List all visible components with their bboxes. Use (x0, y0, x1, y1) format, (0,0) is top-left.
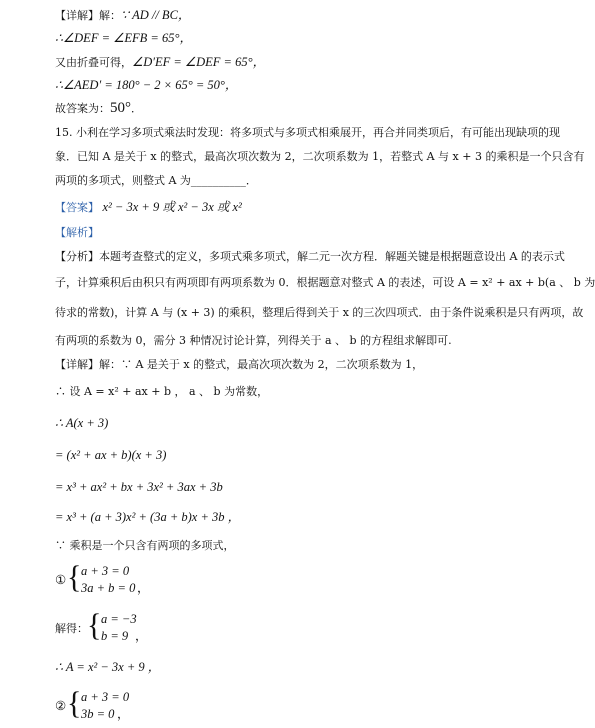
answer-line (55, 200, 242, 215)
solution-system (55, 610, 175, 646)
detail-line-7: ∵ 乘积是一个只含有两项的多项式， (55, 539, 235, 552)
analysis-line-3: 待求的常数)，计算 A 与 (x + 3) 的乘积，整理后得到关于 x 的三次四项式．由于条件说乘积是只有两项，故 (55, 306, 584, 319)
answer-label: 【答案】 (55, 201, 99, 214)
equation: 3b = 0 (81, 707, 115, 721)
detail-tag: 【详解】解： (55, 9, 121, 22)
text: 故答案为： (55, 102, 110, 115)
equation: 3a + b = 0 (81, 581, 136, 595)
prev-solution-line-4: ∴∠AED′ = 180° − 2 × 65° = 50°， (55, 78, 238, 92)
solve-label: 解得： (55, 622, 88, 635)
punctuation: ． (131, 102, 142, 115)
equation: a + 3 = 0 (81, 564, 130, 578)
equation: a + 3 = 0 (81, 690, 130, 704)
equation-system-case-2 (55, 688, 175, 724)
answer-content: x² − 3x + 9 或 x² − 3x 或 x² (102, 200, 242, 214)
question-line-2: 象．已知 A 是关于 x 的整式，最高次项次数为 2，二次项系数为 1，若整式 A 与 x + 3 的乘积是一个只含有 (55, 150, 585, 163)
equation-system-case-1 (55, 562, 175, 598)
analysis-line-1: 【分析】本题考查整式的定义，多项式乘多项式，解二元一次方程．解题关键是根据题意设出 A 的表示式 (55, 250, 565, 263)
prev-solution-line-5 (55, 101, 142, 116)
prev-solution-line-2: ∴∠DEF = ∠EFB = 65°， (55, 31, 192, 45)
punctuation: ， (117, 707, 130, 721)
punctuation: ， (137, 581, 150, 595)
jiexi-label: 【解析】 (55, 226, 99, 239)
math-expression: ∠D′EF = ∠DEF = 65°， (132, 55, 266, 69)
brace: { (67, 560, 82, 595)
prev-solution-line-1 (55, 8, 190, 23)
detail-line-3: ∴ A(x + 3) (55, 416, 109, 430)
text: 又由折叠可得， (55, 56, 132, 69)
question-line-3: 两项的多项式，则整式 A 为__________． (55, 174, 257, 187)
equation: a = −3 (101, 612, 137, 626)
case-label: ① (55, 573, 67, 587)
brace: { (67, 686, 82, 721)
detail-line-6: = x³ + (a + 3)x² + (3a + b)x + 3b ， (55, 510, 241, 524)
analysis-line-2: 子，计算乘积后由积只有两项即有两项系数为 0．根据题意对整式 A 的表述，可设 A = x² + ax + b(a 、 b 为 (55, 276, 595, 289)
result-line-1: ∴ A = x² − 3x + 9 ， (55, 660, 161, 674)
answer-value: 50° (110, 100, 131, 116)
detail-line-2: ∴ 设 A = x² + ax + b ， a 、 b 为常数， (55, 385, 269, 398)
question-line-1 (55, 126, 560, 140)
question-text: 小利在学习多项式乘法时发现：将多项式与多项式相乘展开，再合并同类项后，有可能出现缺项的现 (76, 126, 560, 139)
jiexi-line (55, 226, 99, 240)
analysis-line-4: 有两项的系数为 0，需分 3 种情况讨论计算，列得关于 a 、 b 的方程组求解即可. (55, 334, 452, 347)
detail-line-1: 【详解】解：∵ A 是关于 x 的整式，最高次项次数为 2，二次项系数为 1， (55, 358, 424, 371)
brace: { (87, 608, 102, 643)
detail-line-5: = x³ + ax² + bx + 3x² + 3ax + 3b (55, 480, 223, 494)
punctuation: ， (135, 629, 148, 643)
equation: b = 9 (101, 629, 129, 643)
case-label: ② (55, 699, 67, 713)
question-number: 15. (55, 126, 73, 139)
detail-line-4: = (x² + ax + b)(x + 3) (55, 448, 167, 462)
prev-solution-line-3 (55, 55, 265, 70)
math-expression: ∵ AD // BC， (121, 8, 191, 22)
